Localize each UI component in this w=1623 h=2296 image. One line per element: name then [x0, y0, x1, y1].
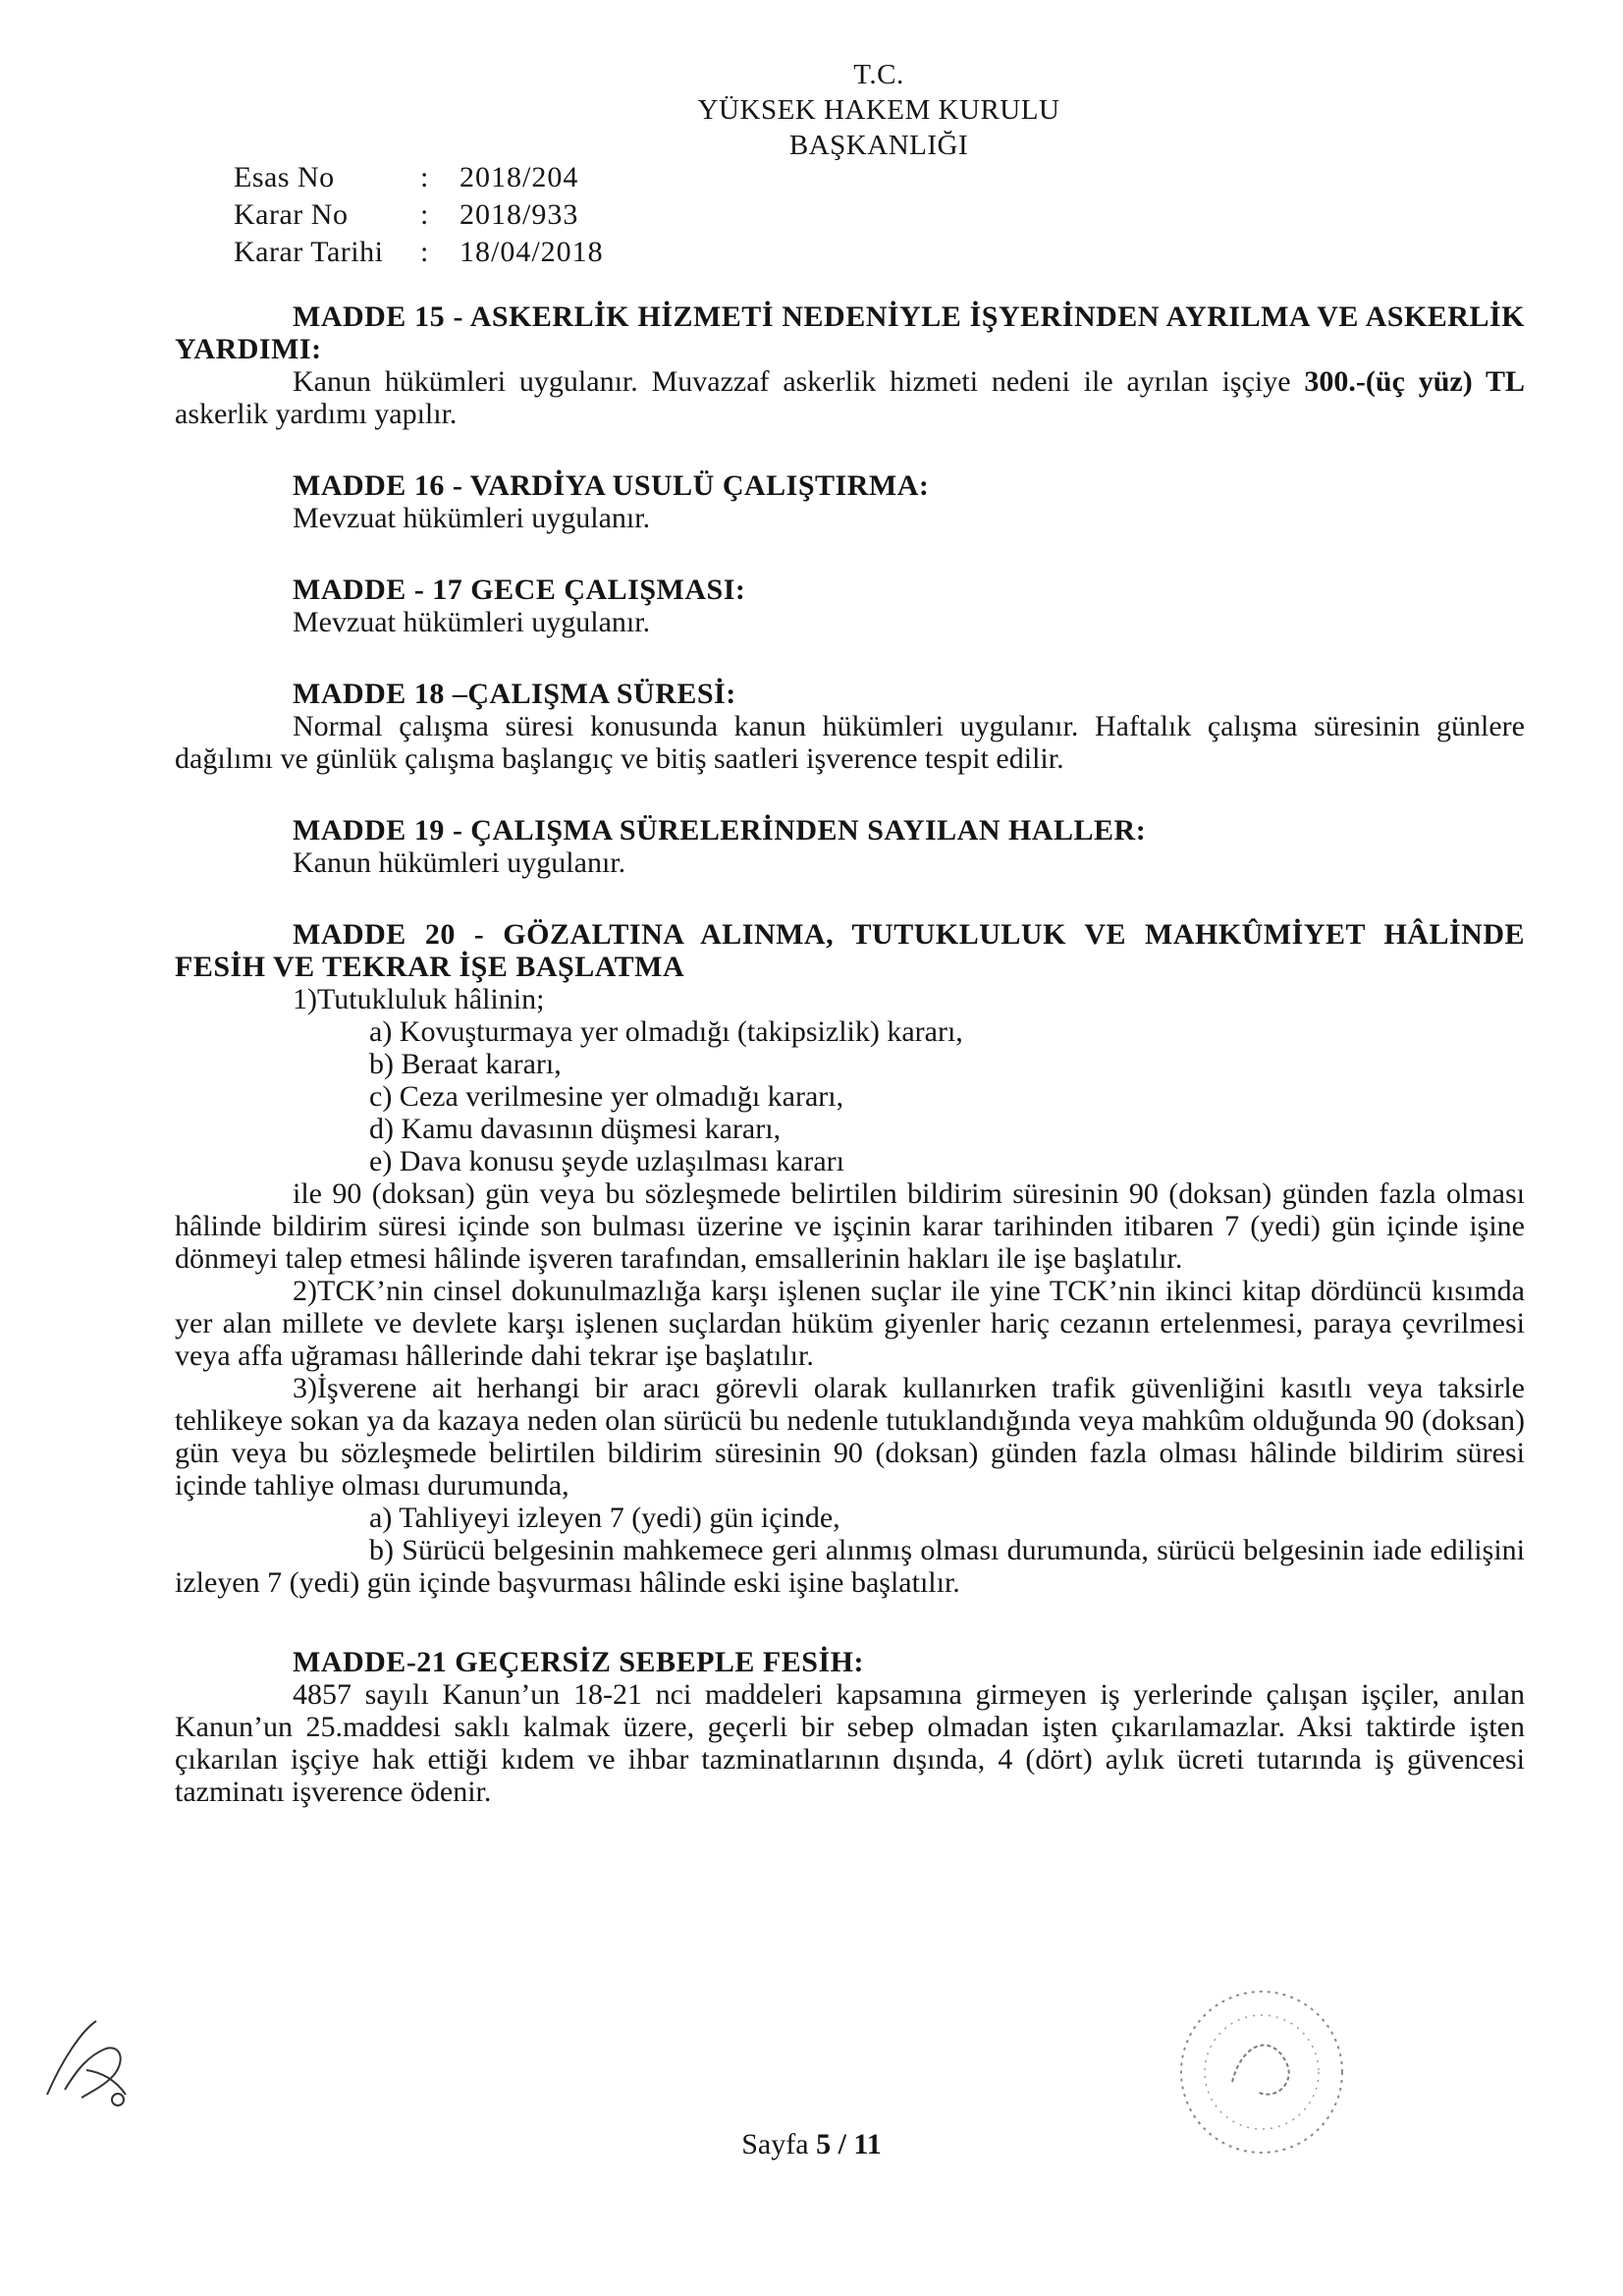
article-heading: MADDE 20 - GÖZALTINA ALINMA, TUTUKLULUK VE MAHKÛMİYET HÂLİNDE FESİH VE TEKRAR İŞE BAŞLATMA — [175, 918, 1525, 983]
meta-label: Esas No — [234, 161, 335, 193]
article-heading: MADDE 15 - ASKERLİK HİZMETİ NEDENİYLE İŞYERİNDEN AYRILMA VE ASKERLİK YARDIMI: — [175, 301, 1525, 365]
list-item: c) Ceza verilmesine yer olmadığı kararı, — [369, 1080, 844, 1113]
article-text: Kanun hükümleri uygulanır. — [293, 847, 626, 879]
article-text-part: Kanun hükümleri uygulanır. Muvazzaf askerlik hizmeti nedeni ile ayrılan işçiye — [293, 365, 1305, 398]
article-18 — [175, 678, 1525, 775]
article-heading: MADDE-21 GEÇERSİZ SEBEPLE FESİH: — [293, 1646, 864, 1678]
article-text: Mevzuat hükümleri uygulanır. — [293, 502, 651, 534]
list-item: b) Sürücü belgesinin mahkemece geri alınmış olması durumunda, sürücü belgesinin iade edilişini izleyen 7 (yedi) gün içinde başvurması hâlinde eski işine başlatılır. — [175, 1534, 1525, 1599]
article-text: Normal çalışma süresi konusunda kanun hükümleri uygulanır. Haftalık çalışma süresinin günlere dağılımı ve günlük çalışma başlangıç ve bitiş saatleri işverence tespit edilir. — [175, 710, 1525, 775]
article-16 — [175, 469, 1525, 534]
article-heading: MADDE - 17 GECE ÇALIŞMASI: — [293, 574, 746, 606]
list-item: b) Beraat kararı, — [369, 1048, 562, 1080]
paragraph-3: 3)İşverene ait herhangi bir aracı görevli olarak kullanırken trafik güvenliğini kasıtlı veya taksirle tehlikeye sokan ya da kazaya neden olan sürücü bu nedenle tutuklandığında veya mahkûm olduğunda 90 (doksan) gün veya bu sözleşmede belirtilen bildirim süresinin 90 (doksan) günden fazla olması hâlinde bildirim süresi içinde tahliye olması durumunda, — [175, 1372, 1525, 1502]
article-text — [175, 365, 1525, 430]
article-20 — [175, 918, 1525, 1599]
paragraph-1-intro: 1)Tutukluluk hâlinin; — [293, 983, 545, 1015]
article-21 — [175, 1646, 1525, 1808]
meta-row-esas — [234, 159, 604, 196]
signature-mark — [27, 2001, 145, 2119]
meta-label: Karar Tarihi — [234, 236, 384, 268]
page-footer — [0, 2128, 1623, 2161]
article-text: Mevzuat hükümleri uygulanır. — [293, 606, 651, 638]
meta-row-karar-tarihi — [234, 234, 604, 271]
meta-row-karar-no — [234, 196, 604, 234]
meta-label: Karar No — [234, 198, 349, 231]
article-17 — [175, 574, 1525, 638]
article-heading: MADDE 18 –ÇALIŞMA SÜRESİ: — [293, 678, 736, 710]
article-heading: MADDE 16 - VARDİYA USULÜ ÇALIŞTIRMA: — [293, 469, 930, 502]
document-body — [175, 301, 1525, 1808]
meta-separator: : — [420, 198, 429, 231]
institution-header — [648, 57, 1109, 163]
header-tc: T.C. — [853, 59, 904, 90]
article-19 — [175, 814, 1525, 879]
page-label: Sayfa — [741, 2128, 817, 2160]
article-text-bold: 300.-(üç yüz) TL — [1304, 365, 1525, 398]
article-15 — [175, 301, 1525, 430]
page-number: 5 / 11 — [816, 2128, 882, 2160]
list-item: e) Dava konusu şeyde uzlaşılması kararı — [369, 1145, 844, 1177]
meta-value: 18/04/2018 — [460, 236, 604, 268]
header-presidency: BAŞKANLIĞI — [788, 130, 969, 161]
article-heading: MADDE 19 - ÇALIŞMA SÜRELERİNDEN SAYILAN HALLER: — [293, 814, 1147, 847]
paragraph-2: 2)TCK’nin cinsel dokunulmazlığa karşı işlenen suçlar ile yine TCK’nin ikinci kitap dördüncü kısımda yer alan millete ve devlete karşı işlenen suçlardan hüküm giyenler hariç cezanın ertelenmesi, paraya çevrilmesi veya affa uğraması hâllerinde dahi tekrar işe başlatılır. — [175, 1275, 1525, 1372]
meta-value: 2018/204 — [460, 161, 579, 193]
meta-separator: : — [420, 161, 429, 193]
header-institution-name: YÜKSEK HAKEM KURULU — [697, 94, 1060, 126]
list-item: d) Kamu davasının düşmesi kararı, — [369, 1113, 782, 1145]
article-text-part: askerlik yardımı yapılır. — [175, 398, 458, 430]
meta-value: 2018/933 — [460, 198, 579, 231]
meta-separator: : — [420, 236, 429, 268]
paragraph-1-text: ile 90 (doksan) gün veya bu sözleşmede belirtilen bildirim süresinin 90 (doksan) günden fazla olması hâlinde bildirim süresi içinde son bulması üzerine ve işçinin karar tarihinden itibaren 7 (yedi) gün içinde işine dönmeyi talep etmesi hâlinde işveren tarafından, emsallerinin hakları ile işe başlatılır. — [175, 1177, 1525, 1275]
list-item: a) Tahliyeyi izleyen 7 (yedi) gün içinde, — [369, 1502, 840, 1534]
case-metadata — [234, 159, 604, 271]
list-item: a) Kovuşturmaya yer olmadığı (takipsizlik) kararı, — [369, 1015, 963, 1048]
article-text: 4857 sayılı Kanun’un 18-21 nci maddeleri kapsamına girmeyen iş yerlerinde çalışan işçiler, anılan Kanun’un 25.maddesi saklı kalmak üzere, geçerli bir sebep olmadan işten çıkarılamazlar. Aksi taktirde işten çıkarılan işçiye hak ettiği kıdem ve ihbar tazminatlarının dışında, 4 (dört) aylık ücreti tutarında iş güvencesi tazminatı işverence ödenir. — [175, 1678, 1525, 1808]
